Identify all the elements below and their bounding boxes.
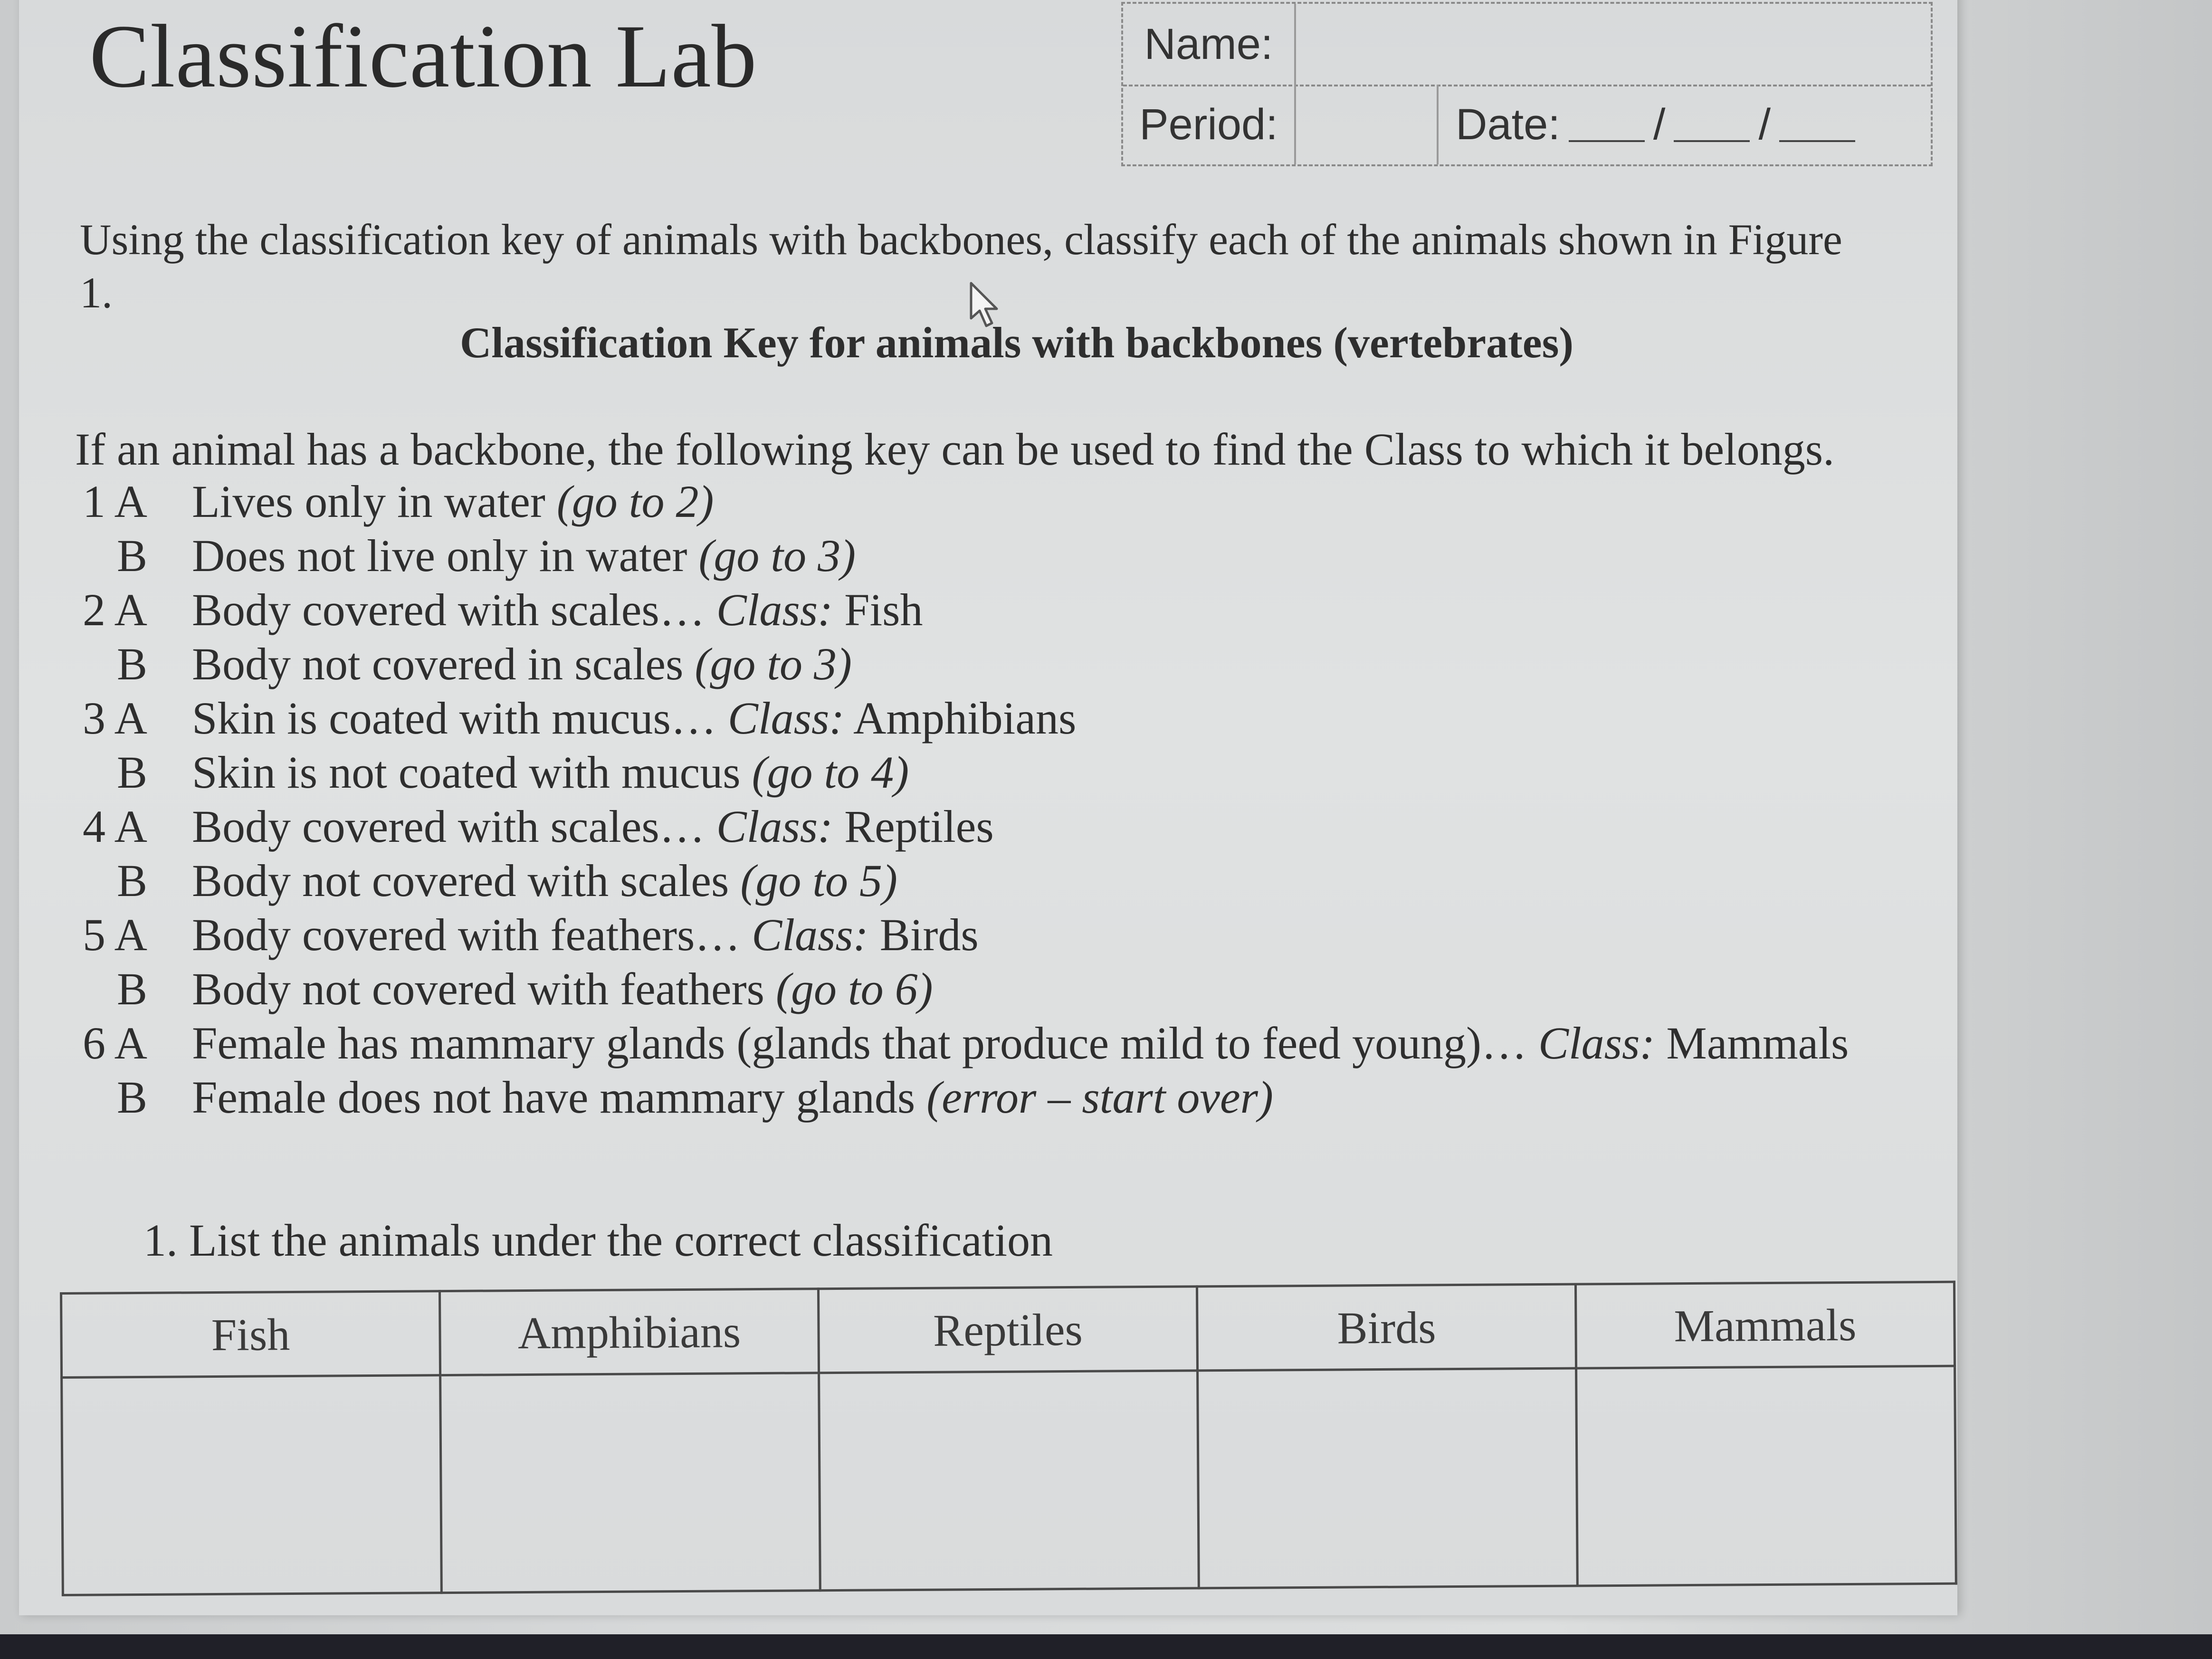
key-description: Skin is coated with mucus… [192,692,728,744]
period-date-row [1123,85,1931,164]
date-separator-2: / [1758,100,1771,149]
key-step-text [192,800,994,853]
key-step-number: B [116,1071,147,1123]
list-item [67,582,1919,637]
key-description: Body covered with scales… [192,801,716,852]
key-intro: If an animal has a backbone, the following key can be used to find the Class to which it belongs. [75,424,1835,475]
date-label: Date: [1456,100,1560,149]
key-description: Body covered with feathers… [192,909,752,960]
key-class-label: Class: [727,692,845,744]
key-goto-note: (go to 4) [752,746,909,798]
list-item [67,1016,1919,1070]
key-step-text [192,1071,1273,1124]
key-class-value: Amphibians [844,692,1077,744]
key-description: Body not covered in scales [192,638,695,689]
key-goto-note: (go to 3) [695,638,852,689]
key-description: Does not live only in water [192,530,699,581]
key-step-text [192,529,856,582]
key-step-number: B [116,963,147,1014]
header-fish: Fish [61,1291,440,1378]
key-step-number: B [116,855,147,906]
list-item [67,907,1919,962]
key-step-text [192,1017,1849,1069]
list-item [67,799,1919,853]
key-goto-note: (go to 5) [740,855,897,906]
key-class-label: Class: [752,909,868,960]
key-class-value: Birds [868,909,979,960]
name-row [1123,4,1931,86]
list-item [67,962,1919,1016]
key-goto-note: (go to 3) [698,530,856,581]
key-step-number: B [116,638,147,689]
key-step-text [192,854,897,907]
reptiles-answer-cell[interactable] [819,1371,1199,1591]
list-item [67,745,1919,799]
list-item [67,1070,1919,1124]
key-description: Female has mammary glands (glands that produce mild to feed young)… [192,1017,1538,1068]
key-description: Lives only in water [192,476,557,527]
date-separator-1: / [1653,100,1666,149]
list-item [67,528,1919,582]
key-description: Female does not have mammary glands [192,1071,927,1123]
date-month-blank [1569,107,1645,142]
key-step-text [192,908,979,961]
date-year-blank [1779,107,1855,142]
key-description: Skin is not coated with mucus [192,746,752,798]
fish-answer-cell[interactable] [62,1375,442,1595]
key-step-text [192,746,909,799]
key-step-text [192,963,933,1015]
table-row [62,1366,1956,1595]
key-class-label: Class: [716,584,833,635]
list-item [67,474,1919,528]
classification-key-list [67,474,1919,1124]
key-class-label: Class: [1538,1017,1655,1068]
list-item [67,637,1919,691]
key-step-number: 5 A [82,909,147,960]
key-goto-note: (go to 2) [556,476,714,527]
question-1: 1. List the animals under the correct classification [143,1215,1053,1266]
key-step-number: B [116,746,147,798]
key-class-value: Fish [833,584,923,635]
header-mammals: Mammals [1575,1282,1955,1368]
key-goto-note: (go to 6) [775,963,933,1014]
date-field [1456,85,1864,164]
monitor-bezel [0,1634,2212,1659]
key-step-number: 2 A [82,584,147,635]
birds-answer-cell[interactable] [1198,1368,1578,1588]
period-field [1296,85,1439,164]
key-step-text [192,638,852,690]
key-step-number: 6 A [82,1017,147,1068]
mammals-answer-cell[interactable] [1576,1366,1956,1586]
key-step-number: 4 A [82,801,147,852]
key-description: Body covered with scales… [192,584,716,635]
period-label: Period: [1123,85,1296,164]
key-class-value: Mammals [1655,1017,1849,1068]
key-step-text [192,692,1076,744]
intro-paragraph: Using the classification key of animals with backbones, classify each of the animals shown in Figure 1. [80,215,1842,317]
key-step-number: 1 A [82,476,147,527]
key-heading: Classification Key for animals with backbones (vertebrates) [459,318,1574,367]
key-description: Body not covered with feathers [192,963,776,1014]
header-amphibians: Amphibians [440,1289,819,1375]
student-info-box [1121,2,1933,166]
key-step-text [192,583,923,636]
table-header-row [61,1282,1955,1377]
list-item [67,691,1919,745]
key-description: Body not covered with scales [192,855,741,906]
key-class-value: Reptiles [833,801,994,852]
date-day-blank [1674,107,1750,142]
key-class-label: Class: [716,801,833,852]
classification-table [60,1281,1957,1596]
key-step-text [192,475,714,528]
list-item [67,853,1919,907]
key-step-number: 3 A [82,692,147,744]
header-birds: Birds [1197,1284,1576,1371]
page-title: Classification Lab [89,7,757,106]
amphibians-answer-cell[interactable] [440,1373,820,1593]
key-goto-note: (error – start over) [926,1071,1273,1123]
document-page [19,0,1957,1615]
name-label: Name: [1123,4,1296,85]
key-step-number: B [116,530,147,581]
header-reptiles: Reptiles [818,1287,1197,1373]
